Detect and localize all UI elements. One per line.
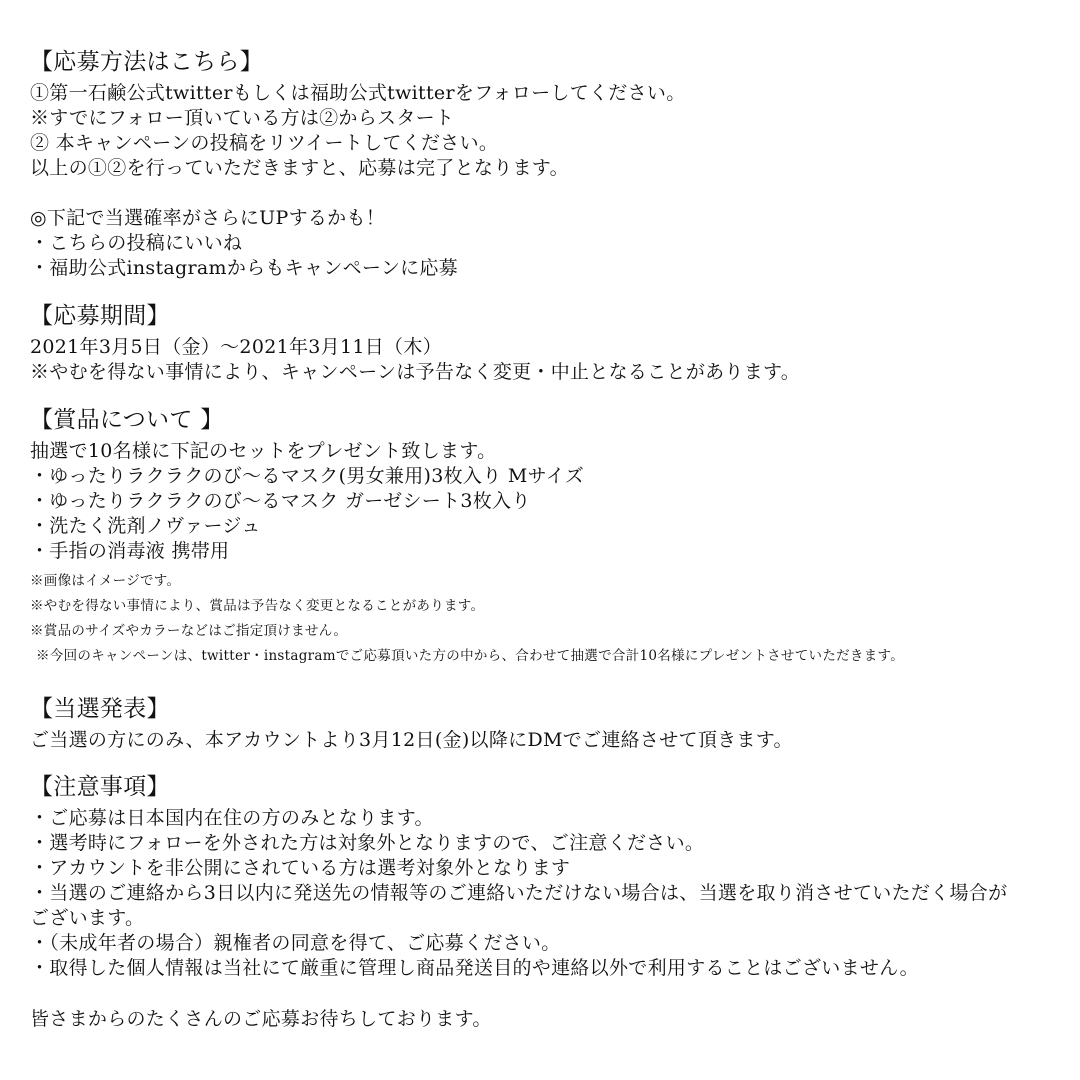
- period-heading: 【応募期間】: [30, 303, 170, 329]
- prizes-line: 抽選で10名様に下記のセットをプレゼント致します。: [30, 440, 497, 462]
- prize-note: ※画像はイメージです。: [30, 573, 181, 589]
- prize-note: ※やむを得ない事情により、賞品は予告なく変更となることがあります。: [30, 598, 485, 614]
- announcement-line: ご当選の方にのみ、本アカウントより3月12日(金)以降にDMでご連絡させて頂きます。: [30, 729, 793, 751]
- how-to-apply-line: 以上の①②を行っていただきますと、応募は完了となります。: [30, 157, 569, 179]
- how-to-apply-line: ② 本キャンペーンの投稿をリツイートしてください。: [30, 132, 499, 154]
- how-to-apply-line: ※すでにフォロー頂いている方は②からスタート: [30, 107, 455, 129]
- notice-line: ・アカウントを非公開にされている方は選考対象外となります: [30, 857, 571, 879]
- notices-heading: 【注意事項】: [30, 774, 170, 800]
- period-dates: 2021年3月5日（金）～2021年3月11日（木）: [30, 336, 442, 358]
- notice-line: ・当選のご連絡から3日以内に発送先の情報等のご連絡いただけない場合は、当選を取り消させていただく場合が: [30, 882, 1008, 904]
- prize-item: ・ゆったりラクラクのび～るマスク(男女兼用)3枚入り Mサイズ: [30, 465, 584, 487]
- notice-line: ございます。: [30, 907, 145, 929]
- period-note: ※やむを得ない事情により、キャンペーンは予告なく変更・中止となることがあります。: [30, 361, 801, 383]
- notice-line: ・選考時にフォローを外された方は対象外となりますので、ご注意ください。: [30, 832, 705, 854]
- notice-line: ・（未成年者の場合）親権者の同意を得て、ご応募ください。: [30, 932, 561, 954]
- prize-note: ※今回のキャンペーンは、twitter・instagramでご応募頂いた方の中から、合わせて抽選で合計10名様にプレゼントさせていただきます。: [36, 648, 905, 664]
- prizes-heading: 【賞品について 】: [30, 407, 224, 433]
- closing-line: 皆さまからのたくさんのご応募お待ちしております。: [30, 1008, 492, 1030]
- bonus-line: ◎下記で当選確率がさらにUPするかも！: [30, 207, 386, 229]
- prize-note: ※賞品のサイズやカラーなどはご指定頂けません。: [30, 623, 348, 639]
- how-to-apply-heading: 【応募方法はこちら】: [30, 49, 263, 75]
- prize-item: ・手指の消毒液 携帯用: [30, 540, 230, 562]
- announcement-heading: 【当選発表】: [30, 696, 170, 722]
- prize-item: ・ゆったりラクラクのび～るマスク ガーゼシート3枚入り: [30, 490, 531, 512]
- bonus-line: ・福助公式instagramからもキャンペーンに応募: [30, 257, 459, 279]
- notice-line: ・ご応募は日本国内在住の方のみとなります。: [30, 807, 434, 829]
- notice-line: ・取得した個人情報は当社にて厳重に管理し商品発送目的や連絡以外で利用することはございません。: [30, 957, 919, 979]
- bonus-line: ・こちらの投稿にいいね: [30, 232, 243, 254]
- prize-item: ・洗たく洗剤ノヴァージュ: [30, 515, 261, 537]
- how-to-apply-line: ①第一石鹸公式twitterもしくは福助公式twitterをフォローしてください。: [30, 82, 686, 104]
